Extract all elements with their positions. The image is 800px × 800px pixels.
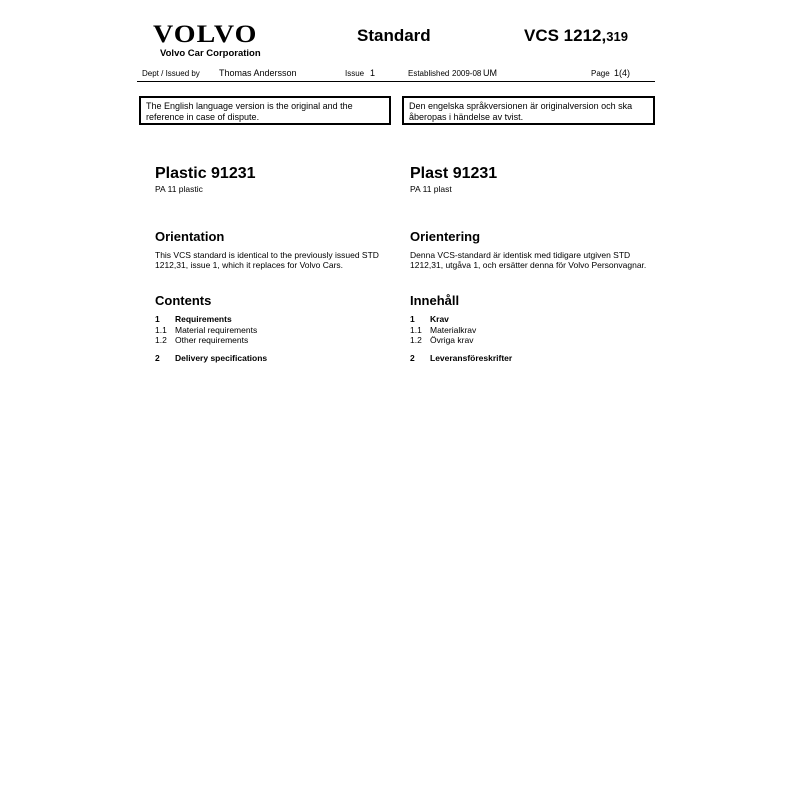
toc-number: 1.1 — [155, 324, 167, 335]
toc-label: Materialkrav — [430, 324, 477, 335]
issue-value: 1 — [370, 68, 376, 78]
page-label: Page — [591, 69, 610, 78]
established-label: Established — [408, 69, 450, 78]
corporation-name: Volvo Car Corporation — [160, 48, 261, 59]
toc-label: Krav — [430, 314, 449, 324]
dept-value: Thomas Andersson — [219, 68, 297, 78]
english-orientation-text: This VCS standard is identical to the previously issued STD 1212,31, issue 1, which it replaces for Volvo Cars. — [155, 250, 379, 270]
toc-label: Material requirements — [175, 324, 258, 335]
swedish-toc — [410, 314, 512, 363]
toc-number: 2 — [410, 352, 415, 363]
toc-number: 1 — [155, 314, 160, 324]
toc-number: 1.1 — [410, 324, 422, 335]
toc-item — [410, 353, 512, 364]
vcs-number-suffix: 319 — [606, 29, 628, 44]
english-subtitle: PA 11 plastic — [155, 184, 203, 194]
notice-english: The English language version is the original and the reference in case of dispute. — [139, 96, 391, 125]
vcs-number-main: VCS 1212, — [524, 26, 607, 45]
toc-label: Övriga krav — [430, 335, 474, 345]
english-title: Plastic 91231 — [155, 165, 256, 182]
established-code: UM — [483, 68, 497, 78]
header-divider — [137, 81, 655, 82]
english-toc — [155, 314, 267, 363]
dept-label: Dept / Issued by — [142, 69, 200, 78]
toc-number: 1.2 — [155, 335, 167, 345]
swedish-orientation-heading: Orientering — [410, 229, 481, 244]
toc-item — [155, 353, 267, 364]
toc-item — [155, 325, 267, 336]
volvo-logo: VOLVO — [153, 21, 258, 48]
toc-label: Delivery specifications — [175, 352, 268, 363]
toc-item — [410, 335, 512, 346]
toc-number: 1 — [410, 314, 415, 324]
toc-label: Other requirements — [175, 335, 249, 345]
toc-number: 1.2 — [410, 335, 422, 345]
toc-item — [155, 335, 267, 346]
document-type: Standard — [357, 26, 431, 45]
toc-item — [410, 325, 512, 336]
swedish-title: Plast 91231 — [410, 165, 498, 182]
english-contents-heading: Contents — [155, 293, 212, 308]
toc-number: 2 — [155, 352, 160, 363]
page-value: 1(4) — [614, 68, 631, 78]
toc-item — [410, 314, 512, 325]
toc-label: Requirements — [175, 314, 232, 324]
issue-label: Issue — [345, 69, 365, 78]
english-orientation-heading: Orientation — [155, 229, 225, 244]
vcs-number — [524, 26, 628, 46]
swedish-subtitle: PA 11 plast — [410, 184, 452, 194]
swedish-orientation-text: Denna VCS-standard är identisk med tidigare utgiven STD 1212,31, utgåva 1, och ersätter denna för Volvo Personvagnar. — [410, 250, 647, 270]
established-value: 2009-08 — [452, 69, 482, 78]
toc-item — [155, 314, 267, 325]
toc-label: Leveransföreskrifter — [430, 352, 513, 363]
swedish-contents-heading: Innehåll — [410, 293, 460, 308]
notice-swedish: Den engelska språkversionen är originalversion och ska åberopas i händelse av tvist. — [402, 96, 655, 125]
